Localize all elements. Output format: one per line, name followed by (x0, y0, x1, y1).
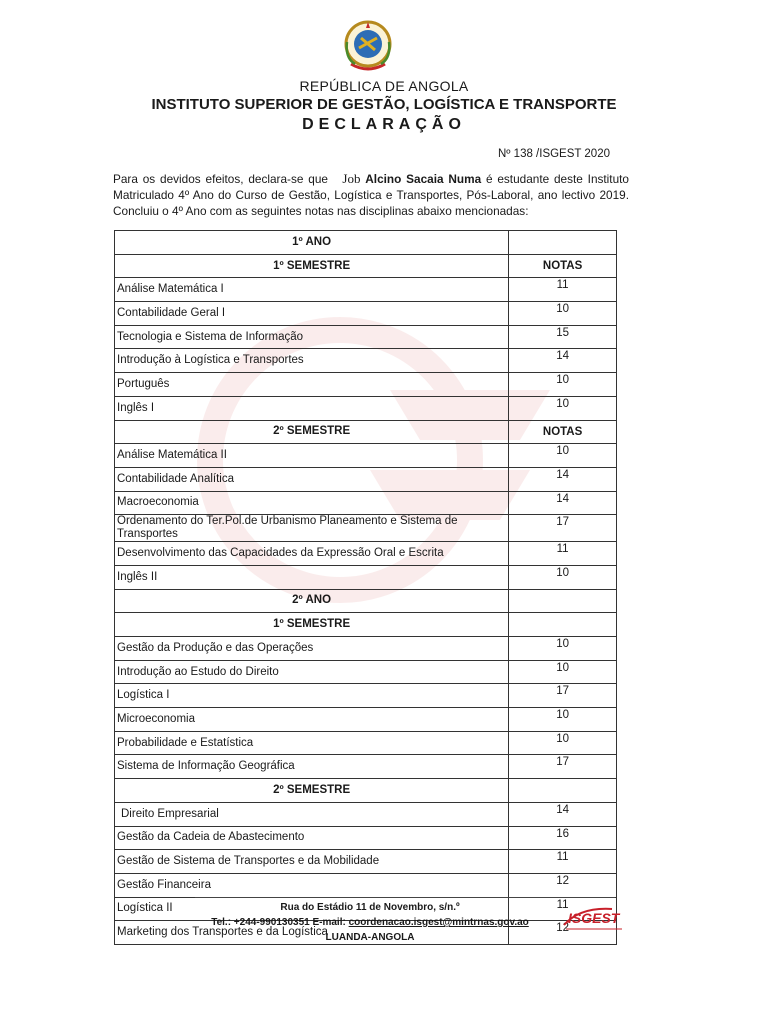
student-name (342, 171, 481, 186)
table-row (115, 349, 617, 373)
table-row (115, 302, 617, 326)
discipline-grade: 14 (509, 349, 617, 373)
year-2-semester-2-header-label: 2º SEMESTRE (115, 779, 509, 803)
discipline-grade: 10 (509, 444, 617, 468)
discipline-grade: 17 (509, 515, 617, 542)
discipline-name: Análise Matemática II (115, 444, 509, 468)
discipline-grade: 10 (509, 637, 617, 661)
table-row (115, 467, 617, 491)
discipline-name: Análise Matemática I (115, 278, 509, 302)
discipline-name: Tecnologia e Sistema de Informação (115, 325, 509, 349)
table-row (115, 802, 617, 826)
table-row (115, 637, 617, 661)
discipline-name: Microeconomia (115, 708, 509, 732)
discipline-grade: 10 (509, 708, 617, 732)
table-row (115, 708, 617, 732)
year-2-semester-1-header-grade-header (509, 613, 617, 637)
year-1-semester-2-header-grade-header: NOTAS (509, 420, 617, 444)
discipline-name: Logística II (115, 897, 509, 921)
angola-coat-of-arms-emblem (341, 18, 395, 74)
table-row (115, 850, 617, 874)
table-row (115, 515, 617, 542)
discipline-name: Direito Empresarial (115, 802, 509, 826)
discipline-grade: 10 (509, 373, 617, 397)
footer-address: Rua do Estádio 11 de Novembro, s/n.º (280, 902, 460, 913)
table-row (115, 396, 617, 420)
discipline-grade: 14 (509, 802, 617, 826)
student-first-name: Job (342, 171, 361, 186)
republic-heading: REPÚBLICA DE ANGOLA (299, 78, 469, 94)
year-1-semester-2-header-label: 2º SEMESTRE (115, 420, 509, 444)
discipline-grade: 17 (509, 755, 617, 779)
year-1-header-label: 1º ANO (115, 231, 509, 255)
discipline-grade: 16 (509, 826, 617, 850)
table-row (115, 542, 617, 566)
declaration-paragraph (113, 171, 629, 219)
institute-heading: INSTITUTO SUPERIOR DE GESTÃO, LOGÍSTICA E TRANSPORTE (151, 96, 617, 113)
discipline-name: Contabilidade Geral I (115, 302, 509, 326)
footer-email-link[interactable]: coordenacao.isgest@mintrnas.gov.ao (348, 917, 529, 928)
isgest-logo (560, 903, 630, 933)
discipline-name: Sistema de Informação Geográfica (115, 755, 509, 779)
year-1-semester-1-header-label: 1º SEMESTRE (115, 254, 509, 278)
intro-lead: Para os devidos efeitos, declara-se que (113, 172, 328, 186)
discipline-grade: 14 (509, 467, 617, 491)
intro-body: é estudante deste Instituto Matriculado 4º Ano do Curso de Gestão, Logística e Transportes, Pós-Laboral, ano lectivo 2019. Concluiu o 4º Ano com as seguintes notas nas disciplinas abaixo mencionadas: (113, 172, 629, 218)
document-number: Nº 138 /ISGEST 2020 (497, 148, 610, 160)
year-2-semester-2-header-grade-header (509, 779, 617, 803)
discipline-grade: 14 (509, 491, 617, 515)
discipline-grade: 10 (509, 302, 617, 326)
discipline-grade: 10 (509, 565, 617, 589)
discipline-grade: 10 (509, 396, 617, 420)
discipline-grade: 10 (509, 731, 617, 755)
table-row (115, 755, 617, 779)
discipline-name: Marketing dos Transportes e da Logística (115, 921, 509, 945)
grades-table (114, 230, 617, 945)
discipline-grade: 11 (509, 542, 617, 566)
table-row (115, 325, 617, 349)
discipline-grade: 11 (509, 897, 617, 921)
year-2-semester-1-header (115, 613, 617, 637)
year-1-semester-2-header (115, 420, 617, 444)
discipline-grade: 15 (509, 325, 617, 349)
table-row (115, 873, 617, 897)
table-row (115, 731, 617, 755)
footer-divider (195, 897, 615, 898)
discipline-grade: 10 (509, 660, 617, 684)
footer-phone: Tel.: +244-990130351 E-mail: (211, 917, 346, 928)
discipline-grade: 12 (509, 921, 617, 945)
discipline-name: Inglês II (115, 565, 509, 589)
discipline-name: Português (115, 373, 509, 397)
table-row (115, 444, 617, 468)
year-1-semester-1-header-grade-header: NOTAS (509, 254, 617, 278)
student-surname: Alcino Sacaia Numa (365, 172, 482, 186)
discipline-grade: 17 (509, 684, 617, 708)
discipline-name: Macroeconomia (115, 491, 509, 515)
discipline-name: Gestão de Sistema de Transportes e da Mobilidade (115, 850, 509, 874)
discipline-name: Probabilidade e Estatística (115, 731, 509, 755)
year-1-header-grade-header (509, 231, 617, 255)
year-2-semester-1-header-label: 1º SEMESTRE (115, 613, 509, 637)
discipline-grade: 11 (509, 278, 617, 302)
table-row (115, 660, 617, 684)
isgest-logo-text: ISGEST (568, 910, 620, 926)
year-2-header-label: 2º ANO (115, 589, 509, 613)
year-2-semester-2-header (115, 779, 617, 803)
year-2-header (115, 589, 617, 613)
table-row (115, 278, 617, 302)
table-row (115, 684, 617, 708)
year-1-header (115, 231, 617, 255)
discipline-name: Logística I (115, 684, 509, 708)
year-1-semester-1-header (115, 254, 617, 278)
table-row (115, 491, 617, 515)
table-row (115, 565, 617, 589)
table-row (115, 826, 617, 850)
discipline-name: Gestão da Cadeia de Abastecimento (115, 826, 509, 850)
footer-city: LUANDA-ANGOLA (325, 932, 415, 943)
table-row (115, 373, 617, 397)
discipline-name: Gestão da Produção e das Operações (115, 637, 509, 661)
discipline-grade: 12 (509, 873, 617, 897)
discipline-name: Introdução à Logística e Transportes (115, 349, 509, 373)
discipline-name: Inglês I (115, 396, 509, 420)
footer-contact (160, 917, 580, 928)
discipline-name: Ordenamento do Ter.Pol.de Urbanismo Planeamento e Sistema de Transportes (115, 515, 509, 542)
discipline-name: Contabilidade Analítica (115, 467, 509, 491)
discipline-name: Introdução ao Estudo do Direito (115, 660, 509, 684)
discipline-name: Gestão Financeira (115, 873, 509, 897)
discipline-grade: 11 (509, 850, 617, 874)
year-2-header-grade-header (509, 589, 617, 613)
document-title: DECLARAÇÃO (302, 116, 466, 133)
discipline-name: Desenvolvimento das Capacidades da Expressão Oral e Escrita (115, 542, 509, 566)
